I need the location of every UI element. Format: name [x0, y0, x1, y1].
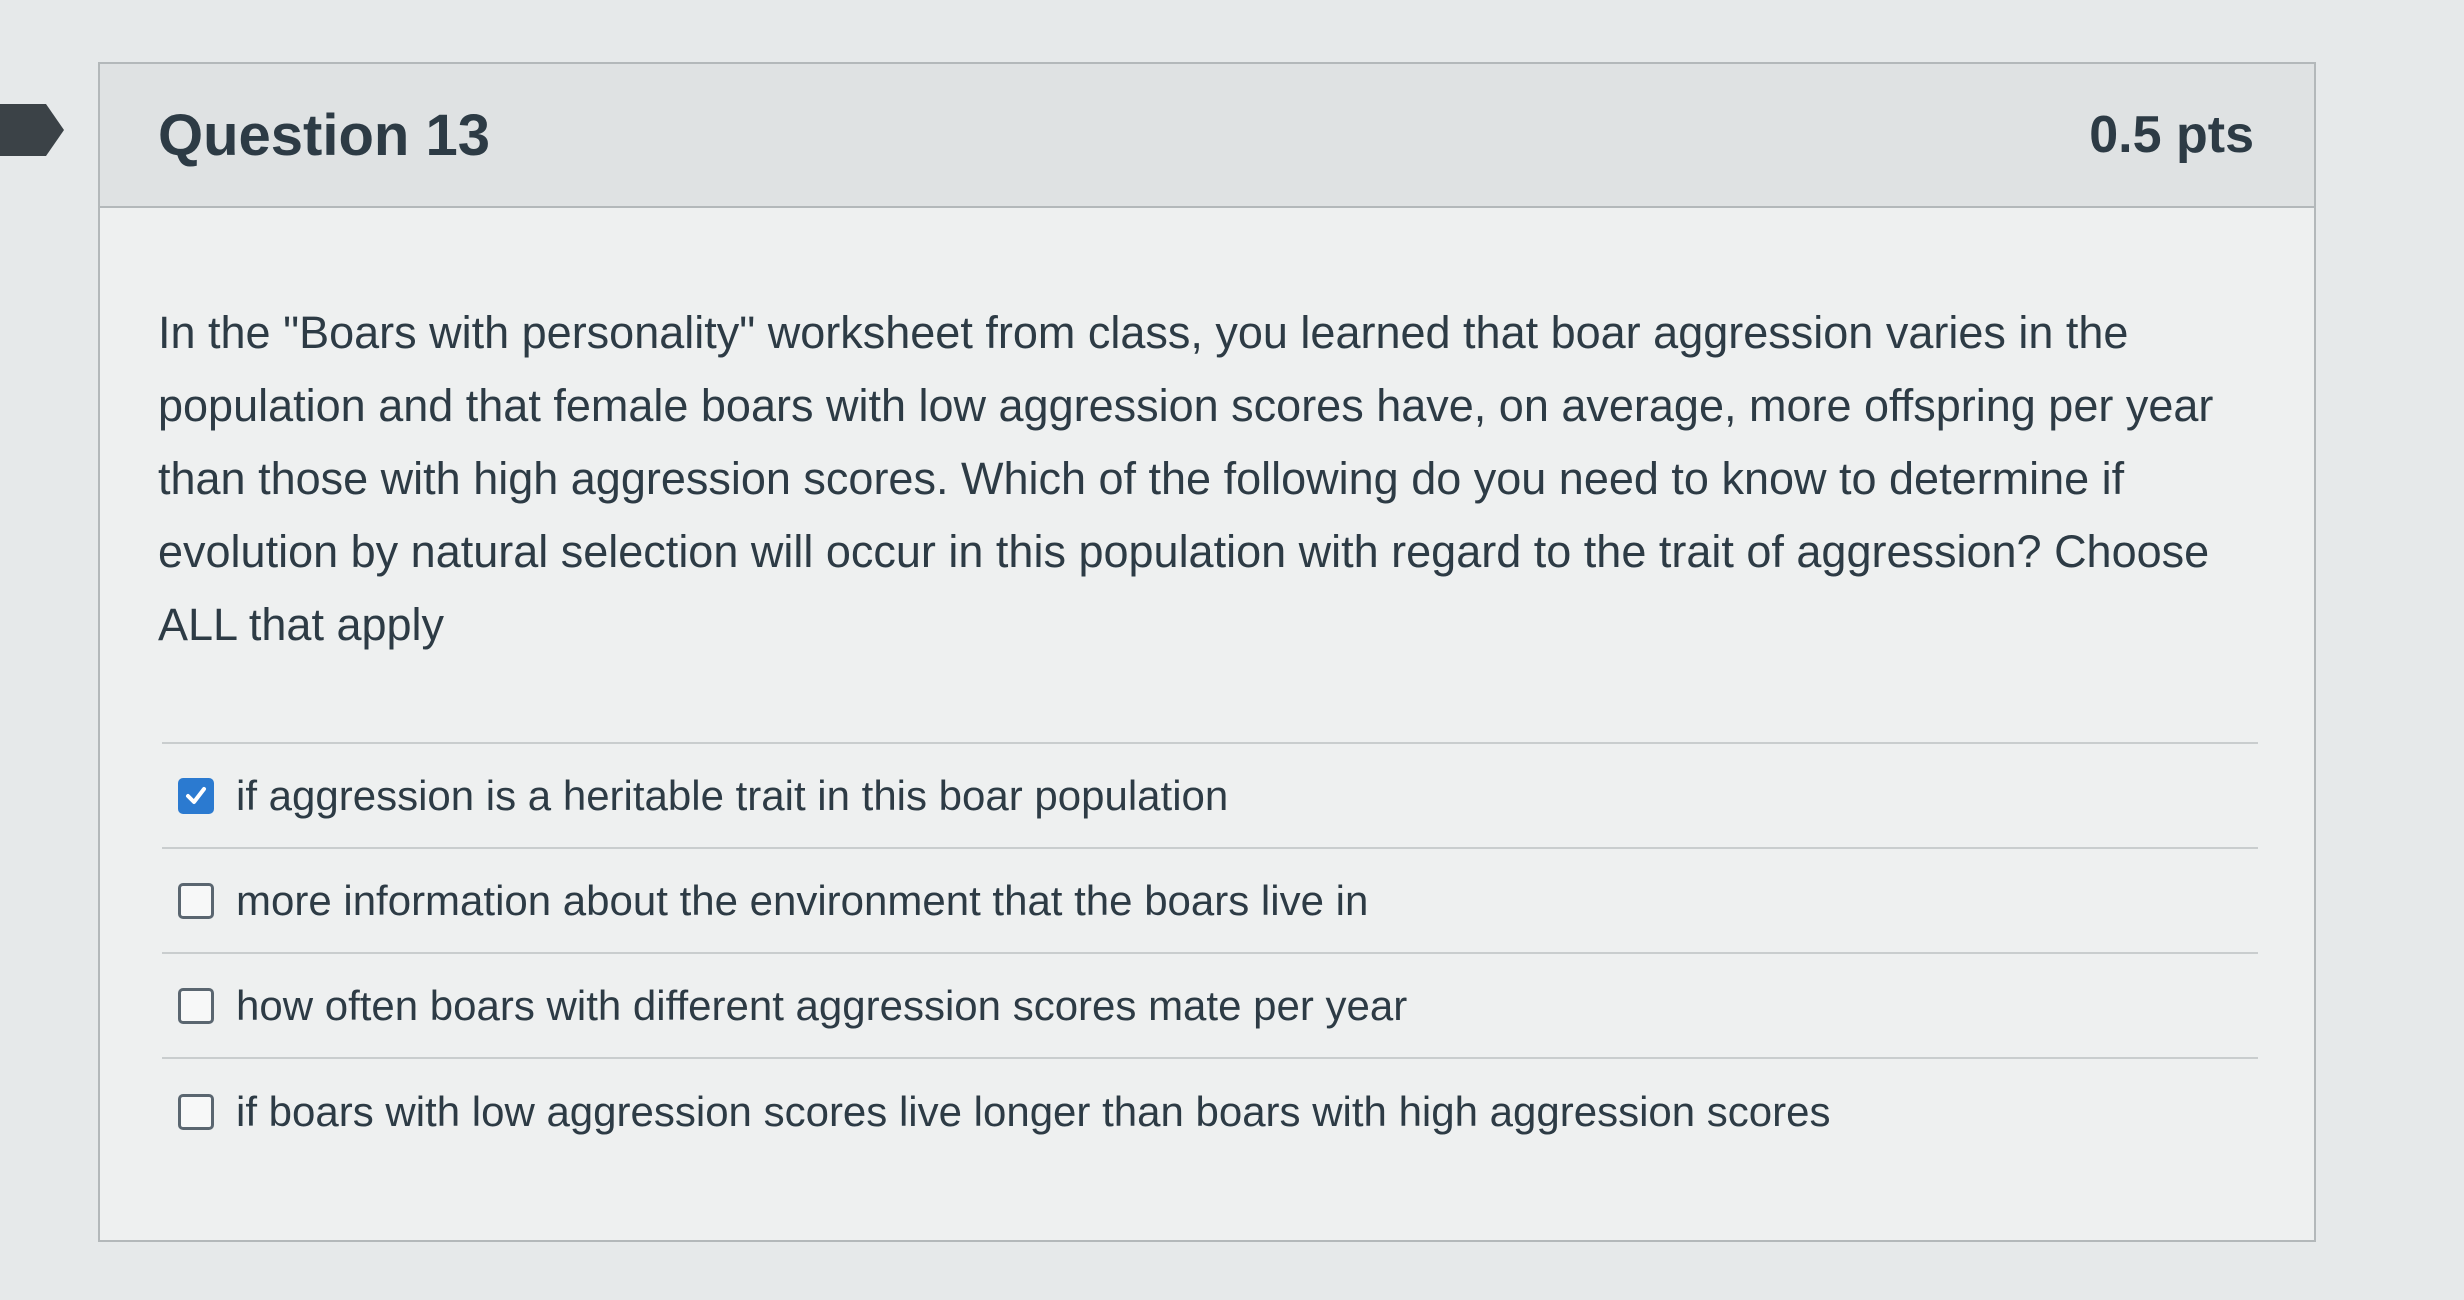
- answer-label-1[interactable]: if aggression is a heritable trait in this boar population: [236, 771, 1229, 819]
- answer-checkbox-2[interactable]: [178, 883, 214, 919]
- answer-label-3[interactable]: how often boars with different aggression scores mate per year: [236, 981, 1408, 1029]
- answer-option-2[interactable]: [162, 849, 2258, 954]
- answer-option-1[interactable]: [162, 744, 2258, 849]
- question-title: Question 13: [158, 102, 490, 168]
- answer-option-4[interactable]: [162, 1059, 2258, 1164]
- answer-list: [162, 742, 2258, 1164]
- question-points: 0.5 pts: [2089, 106, 2254, 164]
- answer-checkbox-1[interactable]: [178, 778, 214, 814]
- question-header: [100, 64, 2314, 208]
- question-text: In the "Boars with personality" worksheet from class, you learned that boar aggression varies in the population and that female boars with low aggression scores have, on average, more offspring per year than those with high aggression scores. Which of the following do you need to know to determine if evolution by natural selection will occur in this population with regard to the trait of aggression? Choose ALL that apply: [158, 307, 2214, 650]
- checkmark-icon: [183, 783, 209, 809]
- answer-checkbox-3[interactable]: [178, 988, 214, 1024]
- answer-label-4[interactable]: if boars with low aggression scores live longer than boars with high aggression scores: [236, 1087, 1831, 1135]
- answer-label-2[interactable]: more information about the environment that the boars live in: [236, 876, 1369, 924]
- answer-option-3[interactable]: [162, 954, 2258, 1059]
- question-card: [98, 62, 2316, 1242]
- flag-question-icon[interactable]: [0, 104, 64, 156]
- answer-checkbox-4[interactable]: [178, 1094, 214, 1130]
